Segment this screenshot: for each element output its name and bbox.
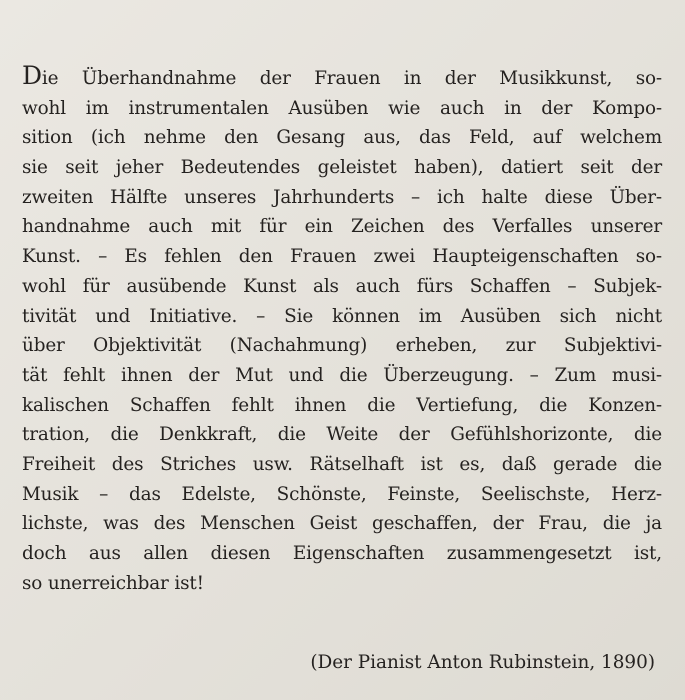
attribution: (Der Pianist Anton Rubinstein, 1890) bbox=[310, 652, 655, 673]
text-line-1-rest: ie Überhandnahme der Frauen in der Musikkunst, so- bbox=[41, 68, 662, 89]
text-line-6: handnahme auch mit für ein Zeichen des Verfalles unserer bbox=[22, 216, 662, 238]
text-line-12: kalischen Schaffen fehlt ihnen die Vertiefung, die Konzen- bbox=[22, 394, 662, 416]
text-line-5: zweiten Hälfte unseres Jahrhunderts – ich halte diese Über- bbox=[22, 186, 662, 208]
text-line-4: sie seit jeher Bedeutendes geleistet haben), datiert seit der bbox=[22, 157, 662, 179]
text-line-16: lichste, was des Menschen Geist geschaffen, der Frau, die ja bbox=[22, 513, 662, 535]
text-line-18: so unerreichbar ist! bbox=[22, 572, 204, 594]
text-line-7: Kunst. – Es fehlen den Frauen zwei Haupteigenschaften so- bbox=[22, 246, 662, 268]
text-line-1 bbox=[22, 61, 662, 94]
text-line-9: tivität und Initiative. – Sie können im Ausüben sich nicht bbox=[22, 305, 662, 327]
text-line-8: wohl für ausübende Kunst als auch fürs Schaffen – Subjek- bbox=[22, 275, 662, 297]
text-line-14: Freiheit des Striches usw. Rätselhaft ist es, daß gerade die bbox=[22, 453, 662, 475]
text-line-17: doch aus allen diesen Eigenschaften zusammengesetzt ist, bbox=[22, 543, 662, 564]
quote-text bbox=[22, 61, 662, 598]
text-line-10: über Objektivität (Nachahmung) erheben, zur Subjektivi- bbox=[22, 335, 662, 357]
text-line-3: sition (ich nehme den Gesang aus, das Feld, auf welchem bbox=[22, 127, 662, 149]
text-line-15: Musik – das Edelste, Schönste, Feinste, Seelischste, Herz- bbox=[22, 483, 662, 505]
text-line-13: tration, die Denkkraft, die Weite der Gefühlshorizonte, die bbox=[22, 424, 662, 446]
drop-cap: D bbox=[22, 61, 42, 90]
text-line-11: tät fehlt ihnen der Mut und die Überzeugung. – Zum musi- bbox=[22, 364, 662, 386]
text-line-2: wohl im instrumentalen Ausüben wie auch in der Kompo- bbox=[22, 97, 662, 119]
